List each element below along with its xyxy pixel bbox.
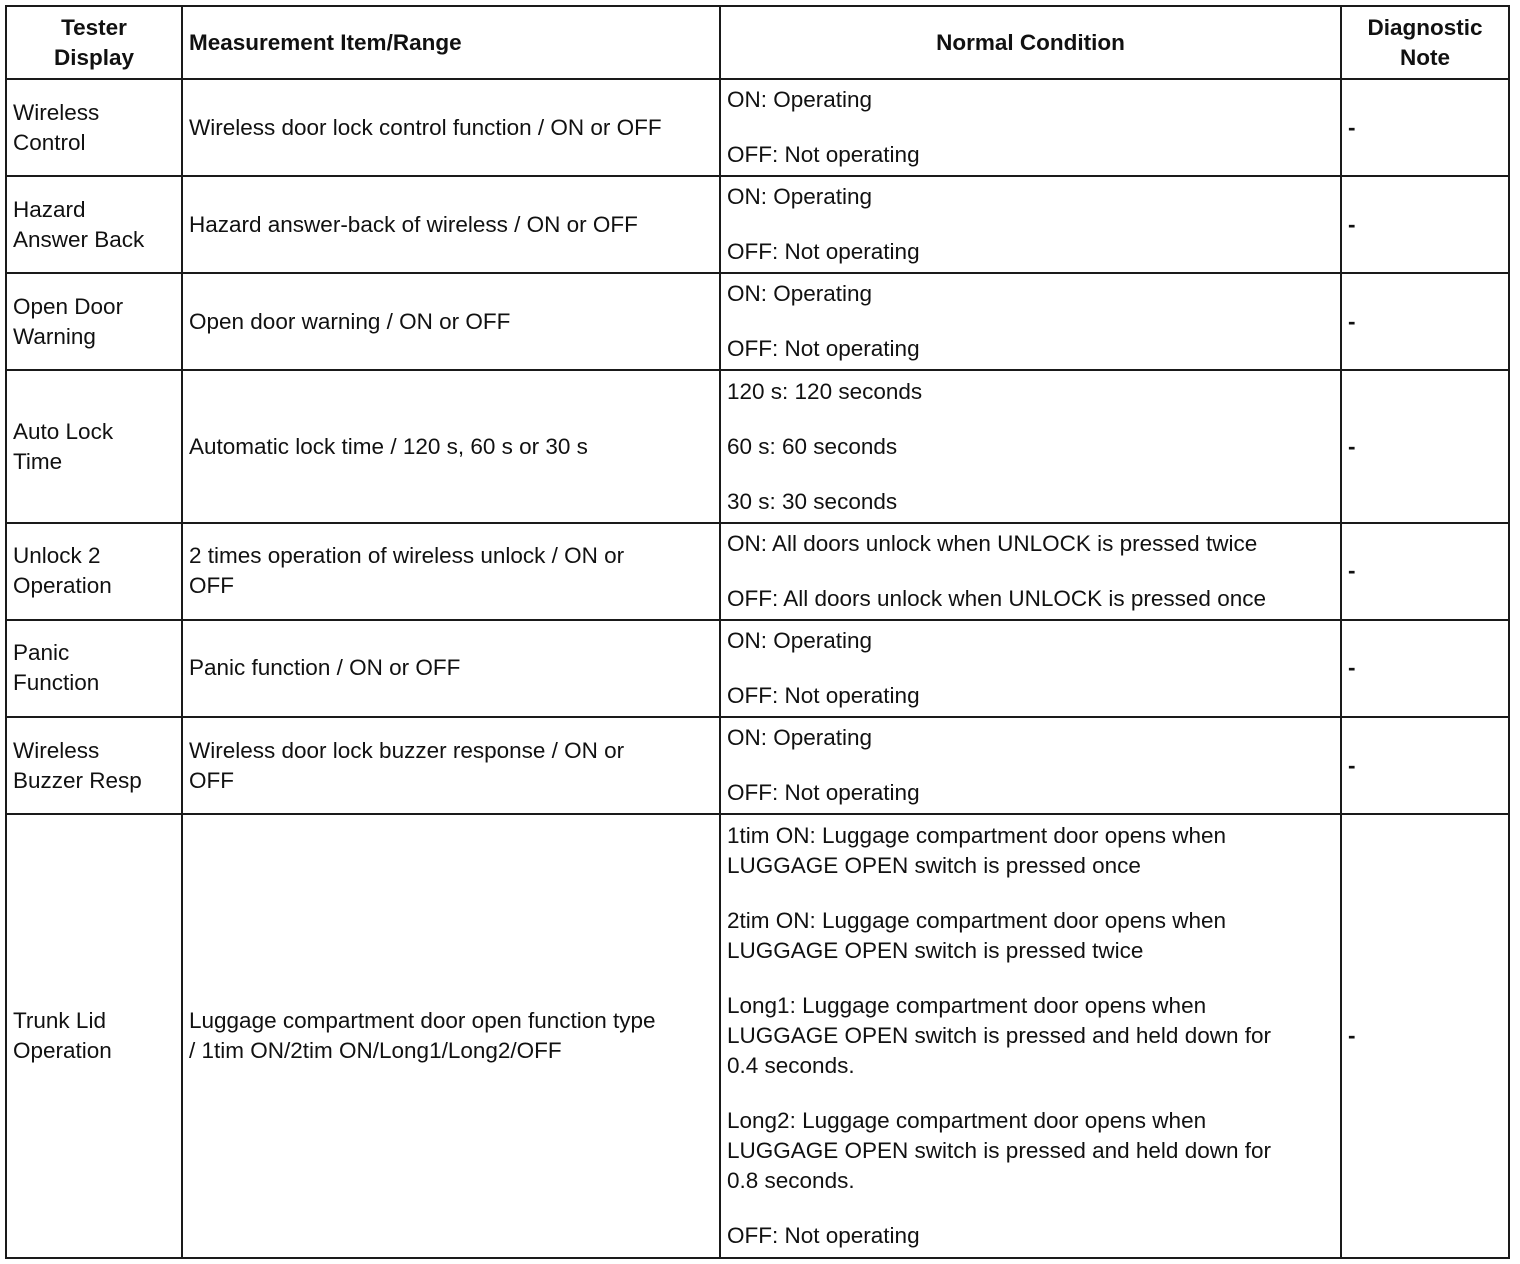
diagnostic-note-cell: - xyxy=(1341,814,1509,1258)
condition-line: OFF: Not operating xyxy=(727,780,920,806)
table-body xyxy=(6,79,1509,1258)
measurement-cell: Open door warning / ON or OFF xyxy=(182,273,720,370)
condition-line: ON: Operating xyxy=(727,184,873,210)
condition-line: 2tim ON: Luggage compartment door opens when LUGGAGE OPEN switch is pressed twice xyxy=(727,908,1227,964)
diagnostic-note-cell: - xyxy=(1341,717,1509,814)
condition-line: ON: Operating xyxy=(727,87,873,113)
condition-line: OFF: All doors unlock when UNLOCK is pressed once xyxy=(727,585,1266,611)
condition-line: OFF: Not operating xyxy=(727,1223,920,1249)
tester-display-cell: Hazard Answer Back xyxy=(6,176,182,273)
diagnostic-note-cell: - xyxy=(1341,273,1509,370)
condition-line: OFF: Not operating xyxy=(727,239,920,265)
condition-line: 120 s: 120 seconds xyxy=(727,378,923,404)
condition-line: ON: Operating xyxy=(727,627,873,653)
diagnostic-note-cell: - xyxy=(1341,620,1509,717)
diagnostic-data-table xyxy=(5,5,1510,1259)
normal-condition-cell xyxy=(720,176,1341,273)
diagnostic-note-cell: - xyxy=(1341,79,1509,176)
tester-display-cell: Trunk Lid Operation xyxy=(6,814,182,1258)
tester-display-cell: Panic Function xyxy=(6,620,182,717)
table-row xyxy=(6,370,1509,522)
tester-display-cell: Open Door Warning xyxy=(6,273,182,370)
measurement-cell: Wireless door lock control function / ON or OFF xyxy=(182,79,720,176)
measurement-cell: Luggage compartment door open function type / 1tim ON/2tim ON/Long1/Long2/OFF xyxy=(182,814,720,1258)
table-row xyxy=(6,620,1509,717)
table-row xyxy=(6,176,1509,273)
measurement-cell: Automatic lock time / 120 s, 60 s or 30 s xyxy=(182,370,720,522)
table-row xyxy=(6,79,1509,176)
table-row xyxy=(6,523,1509,620)
condition-line: OFF: Not operating xyxy=(727,682,920,708)
normal-condition-cell xyxy=(720,814,1341,1258)
condition-line: 30 s: 30 seconds xyxy=(727,488,898,514)
table-row xyxy=(6,273,1509,370)
measurement-cell: Panic function / ON or OFF xyxy=(182,620,720,717)
table-row xyxy=(6,717,1509,814)
tester-display-cell: Auto Lock Time xyxy=(6,370,182,522)
condition-line: Long2: Luggage compartment door opens when LUGGAGE OPEN switch is pressed and held down for 0.8 seconds. xyxy=(727,1108,1271,1194)
tester-display-cell: Wireless Control xyxy=(6,79,182,176)
measurement-cell: Wireless door lock buzzer response / ON or OFF xyxy=(182,717,720,814)
diagnostic-note-cell: - xyxy=(1341,176,1509,273)
condition-line: ON: Operating xyxy=(727,281,873,307)
measurement-cell: Hazard answer-back of wireless / ON or OFF xyxy=(182,176,720,273)
normal-condition-cell xyxy=(720,79,1341,176)
condition-line: OFF: Not operating xyxy=(727,142,920,168)
tester-display-cell: Wireless Buzzer Resp xyxy=(6,717,182,814)
normal-condition-cell xyxy=(720,370,1341,522)
condition-line: ON: Operating xyxy=(727,725,873,751)
table-row xyxy=(6,814,1509,1258)
normal-condition-cell xyxy=(720,620,1341,717)
condition-line: 60 s: 60 seconds xyxy=(727,433,898,459)
condition-line: Long1: Luggage compartment door opens when LUGGAGE OPEN switch is pressed and held down for 0.4 seconds. xyxy=(727,993,1271,1079)
header-tester-display: Tester Display xyxy=(6,6,182,79)
normal-condition-cell xyxy=(720,523,1341,620)
condition-line: OFF: Not operating xyxy=(727,336,920,362)
header-diagnostic-note: Diagnostic Note xyxy=(1341,6,1509,79)
measurement-cell: 2 times operation of wireless unlock / ON or OFF xyxy=(182,523,720,620)
header-row xyxy=(6,6,1509,79)
header-measurement: Measurement Item/Range xyxy=(182,6,720,79)
condition-line: 1tim ON: Luggage compartment door opens when LUGGAGE OPEN switch is pressed once xyxy=(727,823,1227,879)
diagnostic-note-cell: - xyxy=(1341,523,1509,620)
normal-condition-cell xyxy=(720,273,1341,370)
header-normal-condition: Normal Condition xyxy=(720,6,1341,79)
condition-line: ON: All doors unlock when UNLOCK is pressed twice xyxy=(727,530,1258,556)
diagnostic-note-cell: - xyxy=(1341,370,1509,522)
normal-condition-cell xyxy=(720,717,1341,814)
tester-display-cell: Unlock 2 Operation xyxy=(6,523,182,620)
